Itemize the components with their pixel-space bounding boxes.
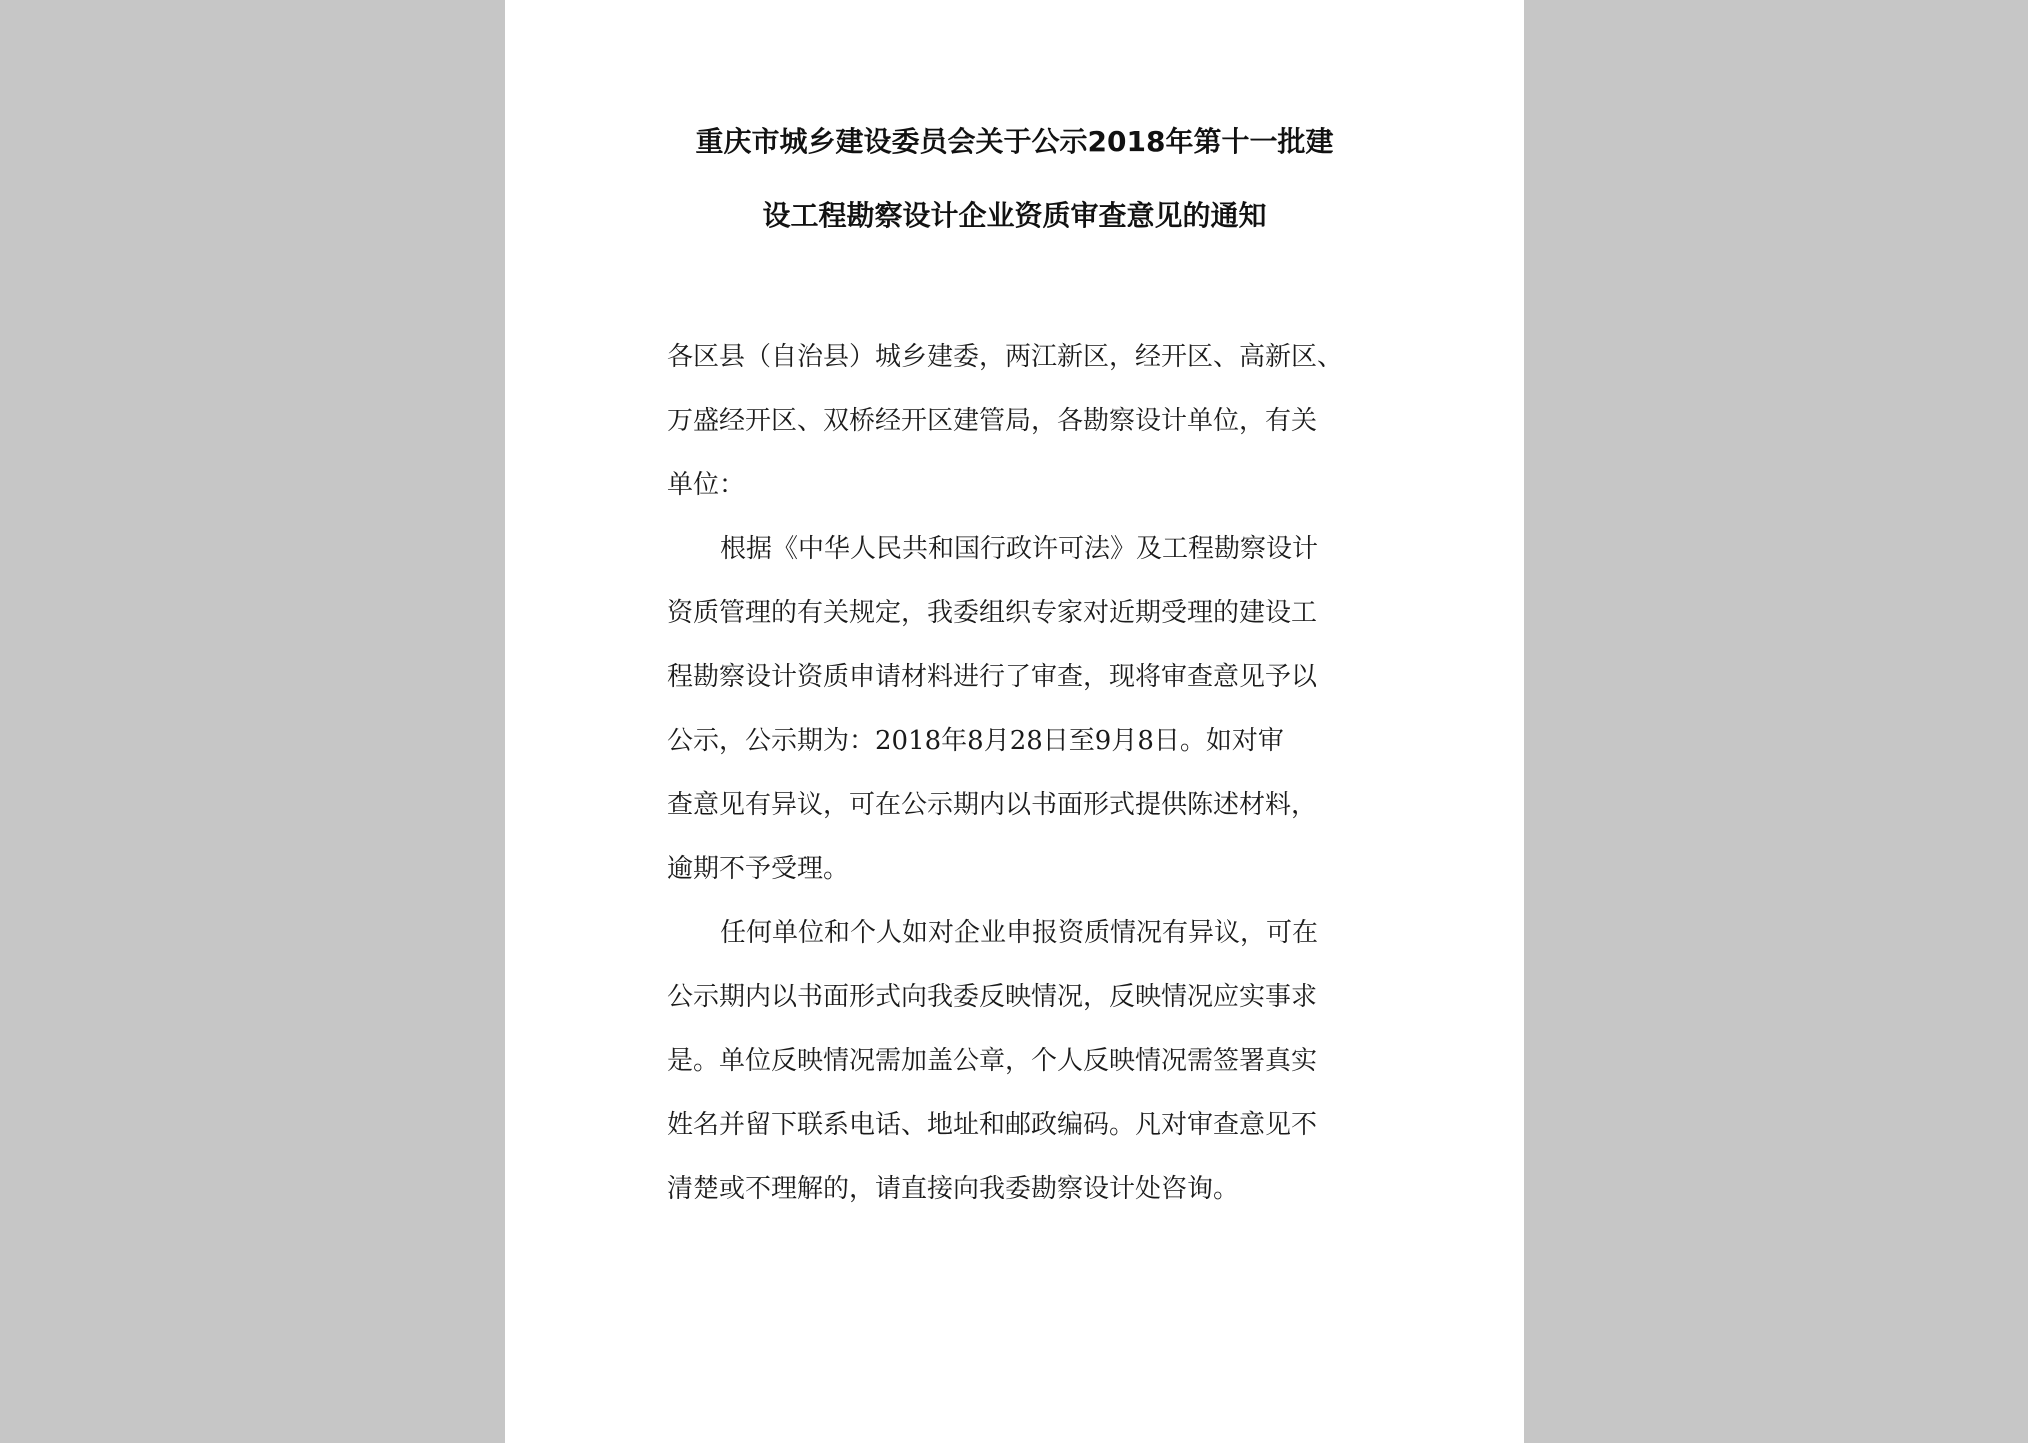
salutation-line-2: 万盛经开区、双桥经开区建管局，各勘察设计单位，有关 bbox=[667, 406, 1318, 436]
document-title-line-2: 设工程勘察设计企业资质审查意见的通知 bbox=[762, 199, 1267, 232]
paragraph-2-line-5: 清楚或不理解的，请直接向我委勘察设计处咨询。 bbox=[667, 1174, 1240, 1204]
paragraph-1-line-5: 查意见有异议，可在公示期内以书面形式提供陈述材料， bbox=[667, 790, 1318, 820]
paragraph-1-line-2: 资质管理的有关规定，我委组织专家对近期受理的建设工 bbox=[667, 598, 1318, 628]
salutation-line-3: 单位： bbox=[667, 470, 746, 500]
paragraph-1-line-6: 逾期不予受理。 bbox=[667, 854, 850, 884]
paragraph-2-line-4: 姓名并留下联系电话、地址和邮政编码。凡对审查意见不 bbox=[667, 1110, 1318, 1140]
paragraph-2-line-3: 是。单位反映情况需加盖公章，个人反映情况需签署真实 bbox=[667, 1046, 1318, 1076]
paragraph-2-line-2: 公示期内以书面形式向我委反映情况，反映情况应实事求 bbox=[667, 982, 1318, 1012]
document-title-line-1: 重庆市城乡建设委员会关于公示2018年第十一批建 bbox=[695, 125, 1334, 158]
paragraph-2-line-1: 任何单位和个人如对企业申报资质情况有异议，可在 bbox=[720, 918, 1319, 948]
document-page bbox=[505, 0, 1524, 1443]
paragraph-1-line-1: 根据《中华人民共和国行政许可法》及工程勘察设计 bbox=[720, 534, 1319, 564]
paragraph-1-line-3: 程勘察设计资质申请材料进行了审查，现将审查意见予以 bbox=[667, 662, 1318, 692]
paragraph-1-line-4: 公示，公示期为：2018年8月28日至9月8日。如对审 bbox=[667, 726, 1284, 756]
salutation-line-1: 各区县（自治县）城乡建委，两江新区，经开区、高新区、 bbox=[667, 342, 1344, 372]
